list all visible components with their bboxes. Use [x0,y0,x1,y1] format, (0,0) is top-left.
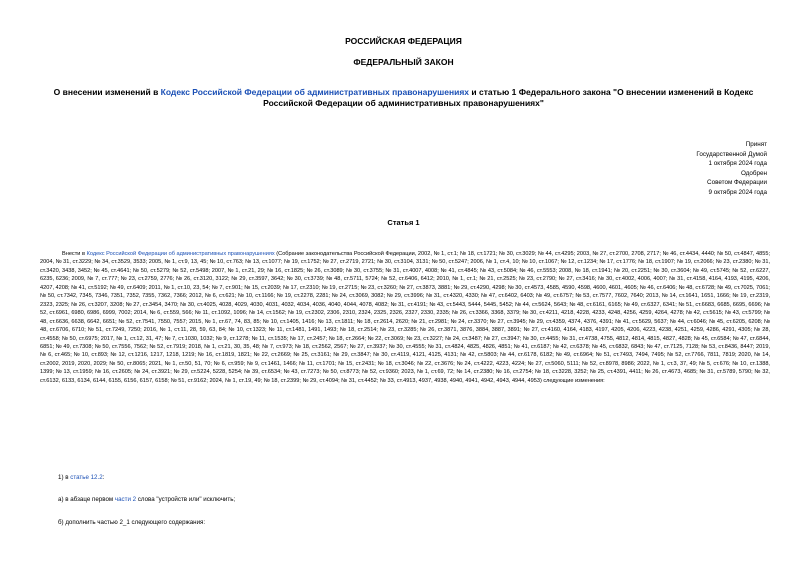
title-code-link[interactable]: Кодекс Российской Федерации об административных правонарушениях [160,87,470,97]
item-a [58,496,235,503]
item-b: б) дополнить частью 2_1 следующего содержания: [58,519,206,526]
item-a-suffix: слова "устройств или" исключить; [136,496,236,503]
article-body [40,250,770,385]
article-heading: Статья 1 [387,218,420,227]
adoption-council: Советом Федерации [707,179,767,187]
title-prefix: О внесении изменений в [53,87,161,97]
intro-citations: (Собрание законодательства Российской Федерации, 2002, № 1, ст.1; № 18, ст.1721; № 30, ст.3029; № 44, ст.4295; 2003, № 27, ст.2700, 2708, 2717; № 46, ст.4434, 4440; № 50, ст.4847, 4855; 2004, № 31, ст.3229; № 34, ст.3529, 3533; 2005, № 1, ст.9, 13, 45; № 10, ст.763; № 13, ст.1077; № 19, ст.1752; № 27, ст.2719, 2721; № 30, ст.3104, 3131; № 50, ст.5247; 2006, № 1, ст.4, 10; № 10, ст.1067; № 12, ст.1234; № 17, ст.1776; № 18, ст.1907; № 19, ст.2066; № 23, ст.2380; № 31, ст.3420, 3438, 3452; № 45, ст.4641; № 50, ст.5279; № 52, ст.5498; 2007, № 1, ст.21, 29; № 16, ст.1825; № 26, ст.3089; № 30, ст.3755; № 31, ст.4007, 4008; № 41, ст.4845; № 43, ст.5084; № 46, ст.5553; 2008, № 18, ст.1941; № 20, ст.2251; № 30, ст.3604; № 49, ст.5745; № 52, ст.6227, 6235, 6236; 2009, № 7, ст.777; № 23, ст.2759, 2776; № 26, ст.3120, 3122; № 29, ст.3597, 3642; № 30, ст.3739; № 48, ст.5711, 5724; № 52, ст.6406, 6412; 2010, № 1, ст.1; № 21, ст.2525; № 23, ст.2790; № 27, ст.3416; № 30, ст.4002, 4006, 4007; № 31, ст.4158, 4164, 4193, 4195, 4206, 4207, 4208; № 41, ст.5192; № 49, ст.6409; 2011, № 1, ст.10, 23, 54; № 7, ст.901; № 15, ст.2039; № 17, ст.2310; № 19, ст.2715; № 23, ст.3260; № 27, ст.3873, 3881; № 29, ст.4290, 4298; № 30, ст.4573, 4585, 4590, 4598, 4600, 4601, 4605; № 46, ст.6406; № 48, ст.6728; № 49, ст.7025, 7061; № 50, ст.7342, 7345, 7346, 7351, 7352, 7355, 7362, 7366; 2012, № 6, ст.621; № 10, ст.1166; № 19, ст.2278, 2281; № 24, ст.3069, 3082; № 29, ст.3996; № 31, ст.4320, 4330; № 47, ст.6402, 6403; № 49, ст.6757; № 53, ст.7577, 7602, 7640; 2013, № 14, ст.1641, 1651, 1666; № 19, ст.2319, 2323, 2325; № 26, ст.3207, 3208; № 27, ст.3454, 3470; № 30, ст.4025, 4028, 4029, 4030, 4031, 4032, 4034, 4036, 4040, 4044, 4078, 4082; № 31, ст.4191; № 43, ст.5443, 5444, 5445, 5452; № 44, ст.5624, 5643; № 48, ст.6161, 6165; № 49, ст.6327, 6341; № 51, ст.6683, 6685, 6695, 6696; № 52, ст.6961, 6980, 6986, 6999, 7002; 2014, № 6, ст.559, 566; № 11, ст.1092, 1096; № 14, ст.1562; № 19, ст.2302, 2306, 2310, 2324, 2325, 2326, 2327, 2330, 2335; № 26, ст.3366, 3368, 3379; № 30, ст.4211, 4218, 4228, 4233, 4248, 4256, 4259, 4264, 4278; № 42, ст.5615; № 43, ст.5799; № 48, ст.6636, 6638, 6642, 6651; № 52, ст.7541, 7550, 7557; 2015, № 1, ст.67, 74, 83, 85; № 10, ст.1405, 1416; № 13, ст.1811; № 18, ст.2614, 2620; № 21, ст.2981; № 24, ст.3370; № 27, ст.3945; № 29, ст.4359, 4374, 4376, 4391; № 41, ст.5629, 5637; № 44, ст.6046; № 45, ст.6205, 6208; № 48, ст.6706, 6710; № 51, ст.7249, 7250; 2016, № 1, ст.11, 28, 59, 63, 84; № 10, ст.1323; № 11, ст.1481, 1491, 1493; № 18, ст.2514; № 23, ст.3285; № 26, ст.3871, 3876, 3884, 3887, 3891; № 27, ст.4160, 4164, 4183, 4197, 4205, 4206, 4223, 4238, 4251, 4259, 4286, 4291, 4305; № 28, ст.4558; № 50, ст.6975; 2017, № 1, ст.12, 31, 47; № 7, ст.1030, 1032; № 9, ст.1278; № 11, ст.1535; № 17, ст.2457; № 18, ст.2664; № 22, ст.3069; № 23, ст.3227; № 24, ст.3487; № 27, ст.3947; № 30, ст.4455; № 31, ст.4738, 4755, 4812, 4814, 4815, 4827, 4828; № 45, ст.6584; № 47, ст.6844, 6851; № 49, ст.7308; № 50, ст.7556, 7562; № 52, ст.7919; 2018, № 1, ст.21, 30, 35, 48; № 7, ст.973; № 18, ст.2562, 2567; № 27, ст.3937; № 30, ст.4555; № 31, ст.4824, 4825, 4826, 4851; № 41, ст.6187; № 42, ст.6378; № 45, ст.6832, 6843; № 47, ст.7125, 7128; № 53, ст.8436, 8447; 2019, № 6, ст.465; № 10, ст.893; № 12, ст.1216, 1217, 1218, 1219; № 16, ст.1819, 1821; № 22, ст.2669; № 25, ст.3161; № 29, ст.3847; № 30, ст.4119, 4121, 4125, 4131; № 42, ст.5803; № 44, ст.6178, 6182; № 49, ст.6964; № 51, ст.7493, 7494, 7495; № 52, ст.7766, 7811, 7819; 2020, № 14, ст.2002, 2019, 2020, 2029; № 50, ст.8065; 2021, № 1, ст.50, 51, 70; № 6, ст.959; № 9, ст.1461, 1466; № 11, ст.1701; № 15, ст.2431; № 18, ст.3046; № 22, ст.3676; № 24, ст.4222, 4223, 4224; № 27, ст.5060, 5111; № 52, ст.8978, 8986; 2022, № 1, ст.3, 37, 49; № 5, ст.676; № 10, ст.1388, 1399; № 13, ст.1959; № 16, ст.2605; № 24, ст.3921; № 29, ст.5224, 5228, 5254; № 39, ст.6534; № 43, ст.7273; № 50, ст.8773; № 52, ст.9360; 2023, № 1, ст.69, 72; № 14, ст.2380; № 16, ст.2754; № 18, ст.3228, 3252; № 25, ст.4391, 4411; № 26, ст.4673, 4685; № 31, ст.5789, 5790; № 32, ст.6132, 6133, 6134, 6144, 6155, 6156, 6157, 6158; № 51, ст.9162; 2024, № 1, ст.19, 49; № 18, ст.2399; № 29, ст.4094; № 31, ст.4452; № 33, ст.4913, 4937, 4938, 4940, 4941, 4942, 4943, 4944, 4953) следующие изменения: [40,251,771,384]
title-rest: и статью 1 Федерального закона "О внесении изменений в Кодекс Российской Федерации об административных правонарушениях" [263,87,754,108]
federation-heading: РОССИЙСКАЯ ФЕДЕРАЦИЯ [345,36,462,46]
item-1-suffix: : [102,474,105,481]
adoption-accepted: Принят [745,141,767,148]
item-1-prefix: 1) в [58,474,71,481]
intro-prefix: Внести в [62,251,87,257]
adoption-block [567,140,767,198]
item-a-prefix: а) в абзаце первом [58,496,115,503]
adoption-duma-date: 1 октября 2024 года [708,160,767,168]
adoption-approved: Одобрен [740,169,767,177]
intro-code-link[interactable]: Кодекс Российской Федерации об административных правонарушениях [86,251,275,257]
article-12-2-link[interactable]: статье 12.2 [70,474,103,481]
adoption-duma: Государственной Думой [696,150,767,158]
item-1 [58,474,104,481]
part-2-link[interactable]: части 2 [114,496,137,503]
adoption-council-date: 9 октября 2024 года [708,188,767,196]
law-title [50,87,757,109]
law-type-heading: ФЕДЕРАЛЬНЫЙ ЗАКОН [353,57,454,67]
